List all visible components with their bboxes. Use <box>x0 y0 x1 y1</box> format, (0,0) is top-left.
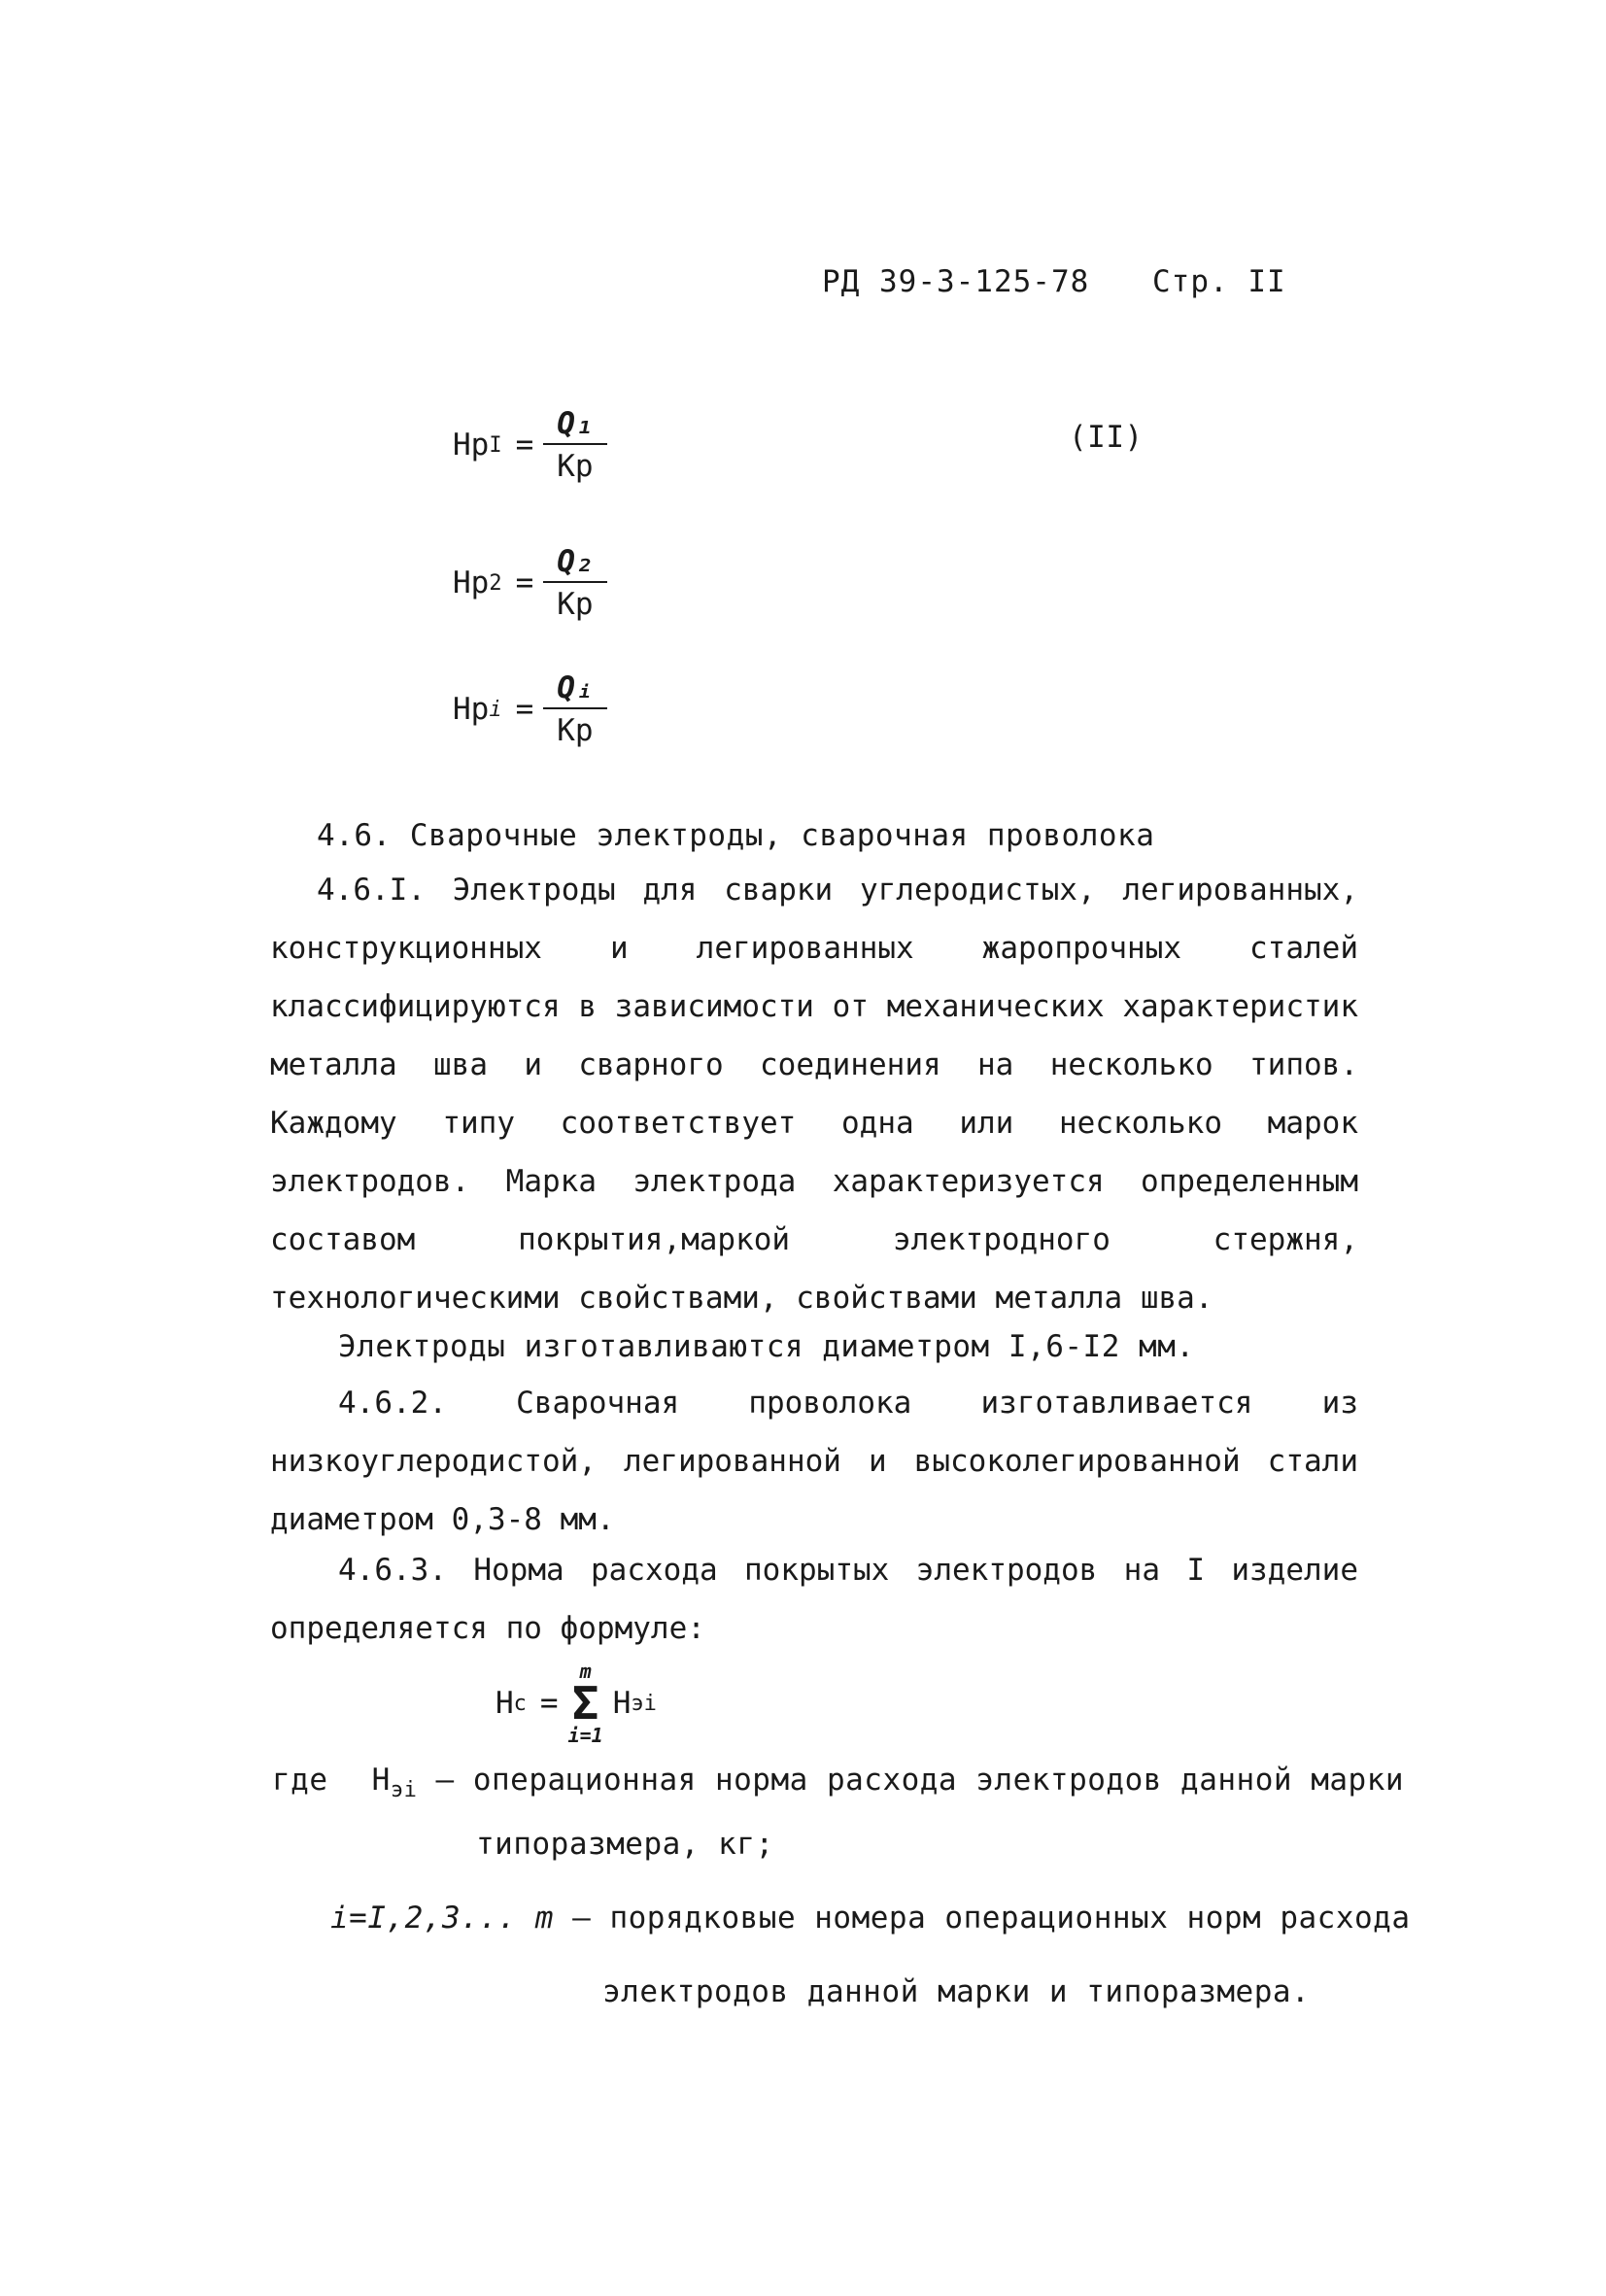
doc-code: РД 39-3-125-78 <box>822 264 1090 299</box>
sum-term-sub: эi <box>631 1691 657 1716</box>
formula-lhs: Нр <box>453 692 490 727</box>
formula-denominator: Кр <box>557 449 594 484</box>
formula-numerator: Q₁ <box>543 406 606 445</box>
sigma-symbol: Σ <box>571 1677 599 1730</box>
formula-fraction <box>543 406 606 484</box>
formula-eq: = <box>515 565 534 600</box>
sum-operator <box>568 1662 603 1745</box>
formula-numerator: Q₂ <box>543 544 606 583</box>
formula-lhs-sub: i <box>489 697 502 722</box>
where-line-1-cont: типоразмера, кг; <box>476 1827 774 1862</box>
sum-upper-limit: m <box>579 1660 592 1683</box>
formula-fraction <box>543 544 606 622</box>
formula-lhs: Нр <box>453 565 490 600</box>
sum-lhs: Н <box>495 1686 514 1721</box>
formula-numerator: Qᵢ <box>543 670 606 709</box>
sum-lower-limit: i=1 <box>567 1724 603 1747</box>
formula-sum <box>495 1662 657 1745</box>
page-number: Стр. II <box>1152 264 1286 299</box>
paragraph-diameter: Электроды изготавливаются диаметром I,6-I2 мм. <box>338 1329 1195 1364</box>
formula-hp2 <box>453 544 607 622</box>
where-line-2 <box>330 1901 1411 1936</box>
paragraph-4-6-3: 4.6.3. Норма расхода покрытых электродов на I изделие определяется по формуле: <box>270 1553 1358 1646</box>
where-prefix: где <box>272 1763 328 1798</box>
section-title: 4.6. Сварочные электроды, сварочная проволока <box>317 818 1155 853</box>
formula-eq: = <box>515 428 534 463</box>
where-description-2: – порядковые номера операционных норм расхода <box>572 1901 1411 1936</box>
paragraph-4-6-2: 4.6.2. Сварочная проволока изготавливается из низкоуглеродистой, легированной и высоколегированной стали диаметром 0,3-8 мм. <box>270 1386 1358 1537</box>
formula-fraction <box>543 670 606 748</box>
where-description: – операционная норма расхода электродов данной марки <box>435 1763 1405 1798</box>
formula-lhs: Нр <box>453 428 490 463</box>
where-symbol-sub: эi <box>390 1778 418 1803</box>
where-line-1 <box>272 1763 1404 1802</box>
formula-lhs-sub: 2 <box>489 570 502 596</box>
formula-hp1 <box>453 406 607 484</box>
formula-denominator: Кр <box>557 587 594 622</box>
formula-lhs-sub: I <box>489 432 502 458</box>
formula-denominator: Кр <box>557 713 594 748</box>
formula-hpi <box>453 670 607 748</box>
sum-lhs-sub: с <box>513 1691 527 1716</box>
sum-eq: = <box>539 1686 559 1721</box>
paragraph-4-6-1: 4.6.I. Электроды для сварки углеродистых, легированных, конструкционных и легированных жаропрочных сталей классифицируются в зависимости от механических характеристик металла шва и сварного соединения на несколько типов. Каждому типу соответствует одна или несколько марок электродов. Марка электрода характеризуется определенным составом покрытия,маркой электродного стержня, технологическими свойствами, свойствами металла шва. <box>270 873 1358 1316</box>
where-symbol: Н <box>371 1763 391 1798</box>
where-index-range: i=I,2,3... m <box>330 1901 554 1936</box>
formula-number: (II) <box>1069 420 1144 455</box>
where-line-2-cont: электродов данной марки и типоразмера. <box>602 1974 1311 2009</box>
formula-eq: = <box>515 692 534 727</box>
sum-term: Н <box>612 1686 632 1721</box>
